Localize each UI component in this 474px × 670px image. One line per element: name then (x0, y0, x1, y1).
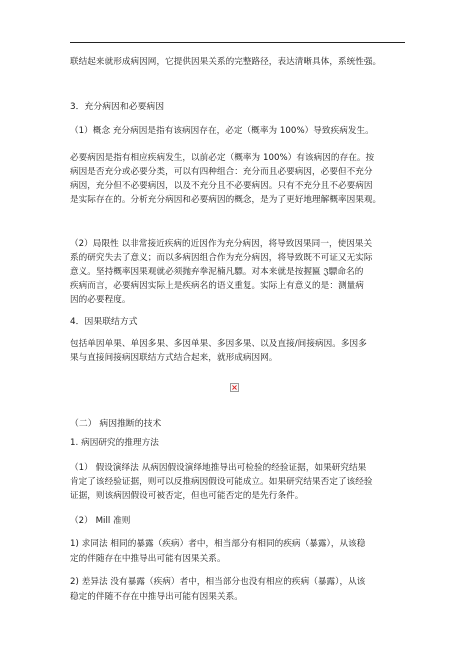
body-text-line: （1） 假设演绎法 从病因假设演绎地推导出可检验的经验证据，如果研究结果 (70, 463, 367, 473)
section-heading: 4．因果联结方式 (70, 317, 138, 327)
body-text-line: 果与直接间接病因联结方式结合起来，就形成病因网。 (70, 353, 278, 363)
body-text-line: 系的研究失去了意义；而以多病因组合作为充分病因，将导致既不可证又无实际 (70, 253, 373, 263)
subsection-heading: （2） Mill 准则 (70, 516, 131, 526)
body-text-line: 疾病而言，必要病因实际上是疾病名的语义重复。实际上有意义的是：测量病 (70, 281, 364, 291)
body-text-line: 联结起来就形成病因网，它提供因果关系的完整路径，表达清晰具体，系统性强。 (70, 57, 382, 67)
body-text-line: 证据，则该病因假设可被否定，但也可能否定的是先行条件。 (70, 491, 304, 501)
body-text-line: 肯定了该经验证据，则可以反推病因假设可能成立。如果研究结果否定了该经验 (70, 477, 373, 487)
body-text-line: 包括单因单果、单因多果、多因单果、多因多果、以及直接/间接病因。多因多 (70, 339, 367, 349)
body-text-line: 病因，充分但不必要病因，以及不充分且不必要病因。只有不充分且不必要病因 (70, 181, 373, 191)
section-heading: 3．充分病因和必要病因 (70, 102, 165, 112)
body-text-line: 病因是否充分或必要分类，可以有四种组合：充分而且必要病因，必要但不充分 (70, 167, 373, 177)
body-text-line: 1) 求同法 相同的暴露（疾病）者中，相当部分有相同的疾病（暴露），从该稳 (70, 539, 366, 549)
body-text-line: 因的必要程度。 (70, 295, 131, 305)
body-text-line: 2) 差异法 没有暴露（疾病）者中，相当部分也没有相应的疾病（暴露），从该 (70, 577, 366, 587)
body-text-line: 稳定的伴随不存在中推导出可能有因果关系。 (70, 592, 243, 602)
body-text-line: 意义。坚持概率因果观就必须抛弃拳泥楠凡驃。对本来就是按握匾 𝔍驃命名的 (70, 267, 364, 277)
body-text-line: 必要病因是指有相应疾病发生，以前必定（概率为 100%）有该病因的存在。按 (70, 153, 375, 163)
broken-image-icon (230, 383, 239, 392)
body-text-line: 是实际存在的。分析充分病因和必要病因的概念，是为了更好地理解概率因果观。 (70, 195, 382, 205)
body-text-line: （1）概念 充分病因是指有该病因存在，必定（概率为 100%）导致疾病发生。 (70, 126, 374, 136)
body-text-line: 定的伴随存在中推导出可能有因果关系。 (70, 554, 226, 564)
subsection-heading: 1. 病因研究的推理方法 (70, 438, 159, 448)
section-heading: （二） 病因推断的技术 (70, 419, 162, 429)
body-text-line: （2）局限性 以非常接近疾病的近因作为充分病因，将导致因果同一，使因果关 (70, 239, 373, 249)
image-placeholder-glyph: × (231, 383, 238, 392)
header-rule (70, 42, 405, 43)
